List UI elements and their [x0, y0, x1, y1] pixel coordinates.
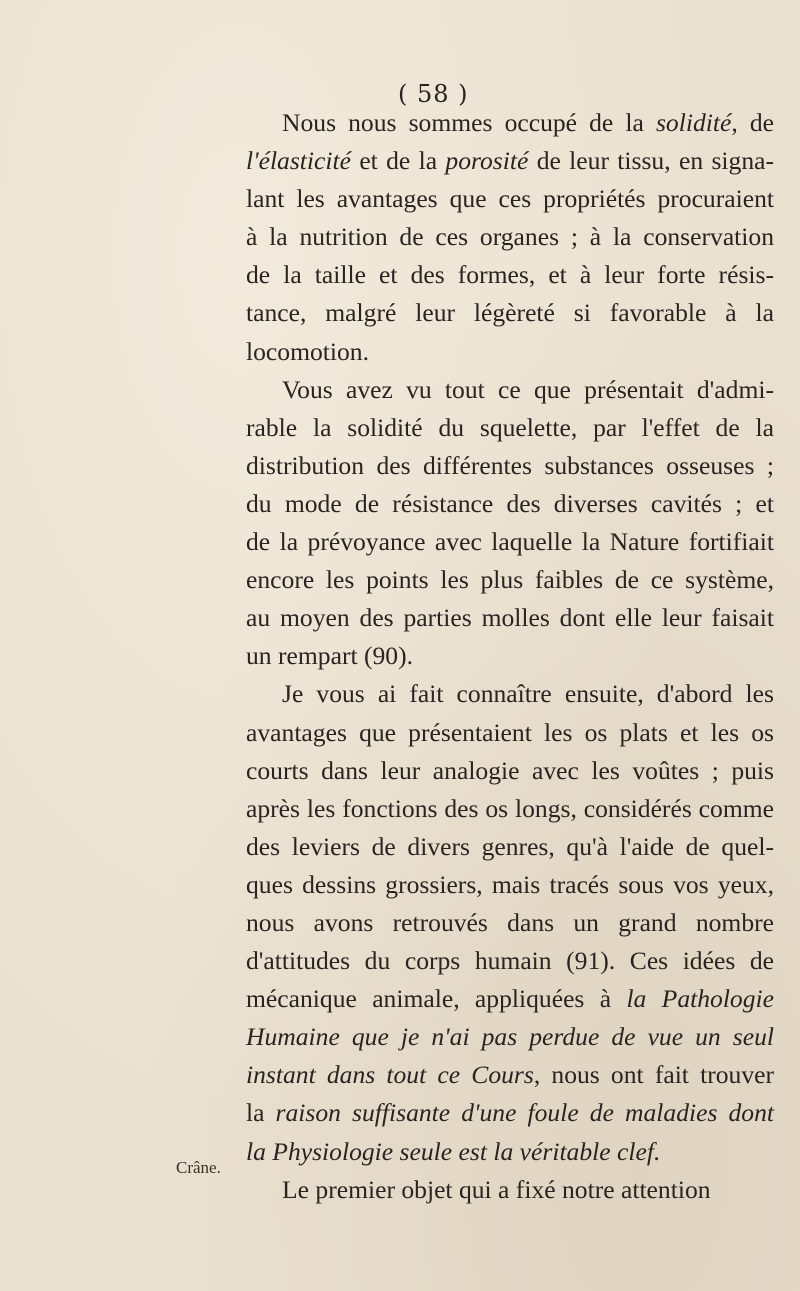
italic-text: solidité [655, 108, 732, 137]
italic-text: Humaine que je n'ai pas perdue de vue un seul [246, 1022, 774, 1052]
text-line: Le premier objet qui a fixé notre attention [282, 1174, 711, 1204]
text-line: encore les points les plus faibles de ce système, [246, 565, 774, 595]
text-line: la raison suffisante d'une foule de maladies dont [246, 1098, 774, 1128]
italic-text: instant dans tout ce Cours [246, 1060, 534, 1090]
text-line: l'élasticité et de la porosité de leur tissu, en signa- [246, 146, 774, 176]
text-line: ques dessins grossiers, mais tracés sous vos yeux, [246, 869, 774, 899]
italic-text: la Pathologie [626, 984, 774, 1014]
page-number: ( 58 ) [398, 80, 469, 108]
text-line: d'attitudes du corps humain (91). Ces idées de [246, 946, 774, 976]
text-line: tance, malgré leur légèreté si favorable à la [246, 298, 774, 328]
italic-text: l'élasticité [246, 146, 351, 176]
text-line: avantages que présentaient les os plats et les os [246, 717, 774, 747]
text-line: à la nutrition de ces organes ; à la conservation [246, 222, 774, 252]
margin-note: Crâne. [176, 1158, 221, 1177]
italic-text: raison suffisante d'une foule de maladies dont [275, 1098, 774, 1128]
text-line: nous avons retrouvés dans un grand nombre [246, 907, 774, 937]
text-line: courts dans leur analogie avec les voûtes ; puis [246, 755, 774, 785]
text-line: de la prévoyance avec laquelle la Nature fortifiait [246, 527, 774, 557]
text-line: après les fonctions des os longs, considérés comme [246, 793, 774, 823]
text-line: locomotion. [246, 336, 369, 366]
text-line: lant les avantages que ces propriétés procuraient [246, 184, 774, 214]
text-line: distribution des différentes substances osseuses ; [246, 450, 774, 480]
italic-text: porosité [445, 146, 529, 176]
text-line: au moyen des parties molles dont elle leur faisait [246, 603, 774, 633]
text-line: Je vous ai fait connaître ensuite, d'abord les [282, 679, 774, 709]
text-line: Vous avez vu tout ce que présentait d'admi- [282, 374, 774, 404]
text-line: mécanique animale, appliquées à la Pathologie [246, 984, 774, 1014]
text-line: du mode de résistance des diverses cavités ; et [246, 488, 774, 518]
text-line [246, 1133, 774, 1171]
text-line: rable la solidité du squelette, par l'effet de la [246, 412, 774, 442]
text-line: de la taille et des formes, et à leur forte résis- [246, 260, 774, 290]
text-line: instant dans tout ce Cours, nous ont fait trouver [246, 1060, 774, 1090]
italic-text: la Physiologie seule est la véritable clef. [246, 1136, 661, 1166]
body-text [246, 104, 774, 1209]
text-line: un rempart (90). [246, 641, 414, 671]
text-line [246, 1018, 774, 1056]
text-line: des leviers de divers genres, qu'à l'aide de quel- [246, 831, 774, 861]
text-line: Nous nous sommes occupé de la solidité, de [282, 108, 774, 137]
